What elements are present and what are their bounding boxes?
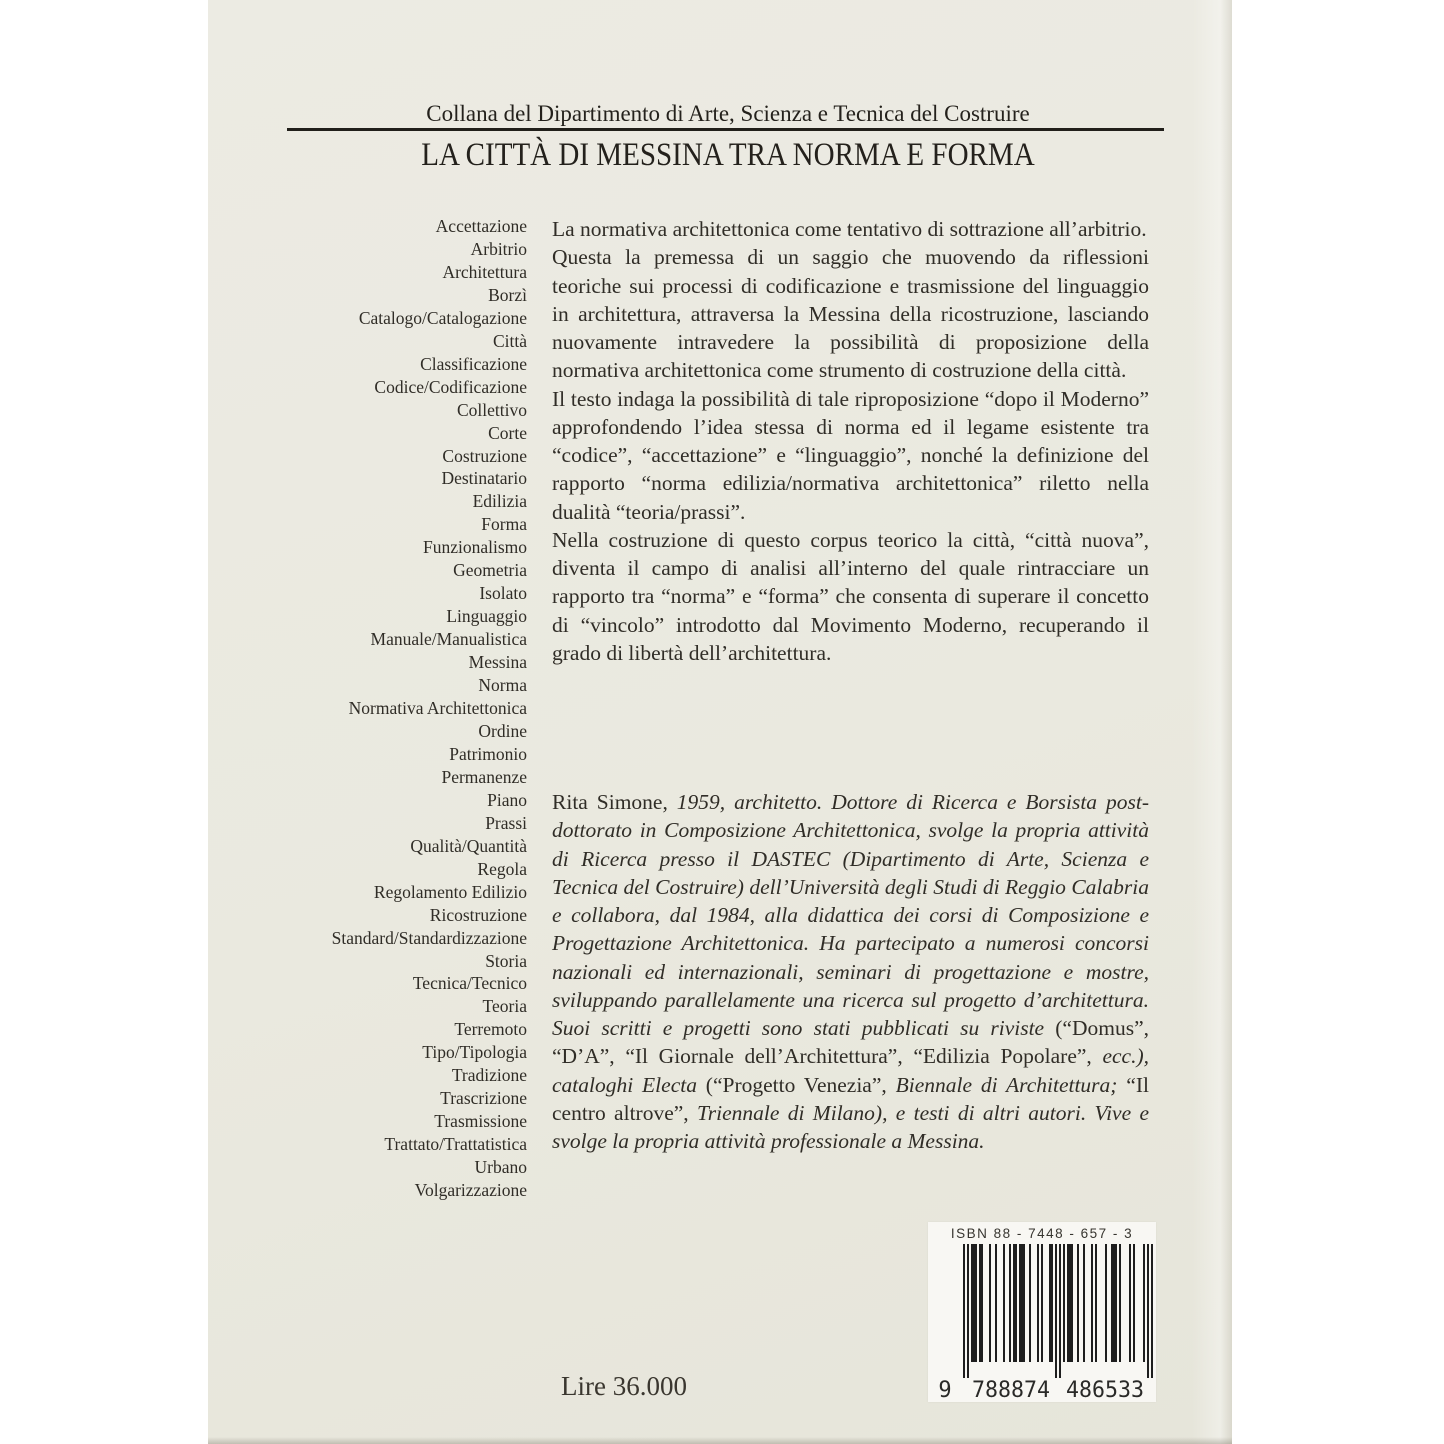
keyword-item: Manuale/Manualistica xyxy=(370,629,527,650)
keyword-item: Funzionalismo xyxy=(422,537,527,558)
keyword-item: Arbitrio xyxy=(470,238,527,259)
bio-segment: ecc.), cataloghi Electa xyxy=(552,1044,1149,1097)
keyword-item: Destinatario xyxy=(441,468,527,489)
keyword-item: Trattato/Trattatistica xyxy=(384,1134,527,1155)
keyword-item: Normativa Architettonica xyxy=(348,698,527,719)
keyword-item: Urbano xyxy=(474,1157,527,1178)
book-title: LA CITTÀ DI MESSINA TRA NORMA E FORMA xyxy=(421,137,1035,173)
keyword-item: Catalogo/Catalogazione xyxy=(358,307,527,328)
keyword-item: Terremoto xyxy=(454,1019,527,1040)
keyword-item: Tipo/Tipologia xyxy=(422,1042,527,1063)
keyword-item: Trascrizione xyxy=(440,1088,527,1109)
bio-segment: (“Domus”, “D’A”, “Il Giornale dell’Architettura”, “Edilizia Popolare”, xyxy=(552,1016,1149,1069)
keyword-item: Standard/Standardizzazione xyxy=(331,927,527,948)
keyword-item: Tecnica/Tecnico xyxy=(412,973,527,994)
keyword-item: Classificazione xyxy=(420,353,527,374)
price-label: Lire 36.000 xyxy=(561,1371,687,1401)
ean-digits: 788874 xyxy=(972,1378,1050,1402)
keyword-item: Isolato xyxy=(479,583,527,604)
keyword-item: Costruzione xyxy=(442,445,527,466)
keyword-item: Accettazione xyxy=(435,216,527,236)
bio-segment: (“Progetto Venezia”, xyxy=(705,1072,896,1097)
keyword-item: Qualità/Quantità xyxy=(410,835,527,856)
isbn-text: ISBN 88 - 7448 - 657 - 3 xyxy=(950,1226,1134,1241)
description-paragraph: Questa la premessa di un saggio che muovendo da riflessioni teoriche sui processi di codificazione e trasmissione del linguaggio in architettura, attraversa la Messina della ricostruzione, lasciando nuovamente intravedere la possibilità di proposizione della normativa architettonica come strumento di costruzione della città. xyxy=(552,245,1149,383)
keyword-item: Messina xyxy=(468,652,527,673)
description-paragraph: Nella costruzione di questo corpus teorico la città, “città nuova”, diventa il campo di analisi all’interno del quale rintracciare un rapporto tra “norma” e “forma” che consenta di superare il concetto di “vincolo” introdotto dal Movimento Moderno, recuperando il grado di libertà dell’architettura. xyxy=(552,527,1149,665)
keyword-item: Teoria xyxy=(482,996,527,1017)
keyword-item: Ordine xyxy=(478,720,527,741)
keyword-item: Architettura xyxy=(442,261,527,282)
description-paragraph: La normativa architettonica come tentativo di sottrazione all’arbitrio. xyxy=(552,217,1147,241)
keyword-item: Storia xyxy=(485,950,527,971)
keyword-item: Prassi xyxy=(485,812,527,833)
keyword-item: Trasmissione xyxy=(434,1111,527,1132)
bio-segment: “Il centro altrove”, xyxy=(552,1072,1149,1125)
keyword-item: Norma xyxy=(478,675,527,696)
bio-segment: 1959, architetto. Dottore di Ricerca e Borsista post-dottorato in Composizione Architettonica, svolge la propria attività di Ricerca presso il DASTEC (Dipartimento di Arte, Scienza e Tecnica del Costruire) dell’Università degli Studi di Reggio Calabria e collabora, dal 1984, alla didattica dei corsi di Composizione e Progettazione Architettonica. Ha partecipato a numerosi concorsi nazionali ed internazionali, seminari di progettazione e mostre, sviluppando parallelamente una ricerca sul progetto d’architettura. Suoi scritti e progetti sono stati pubblicati su riviste xyxy=(552,790,1149,1040)
series-title: Collana del Dipartimento di Arte, Scienza e Tecnica del Costruire xyxy=(426,101,1030,126)
keyword-item: Piano xyxy=(487,789,527,810)
book-cover xyxy=(208,0,1232,1444)
bio-segment: Biennale di Architettura; xyxy=(895,1072,1127,1097)
keyword-item: Ricostruzione xyxy=(429,904,527,925)
keyword-item: Edilizia xyxy=(472,491,527,512)
keyword-item: Regolamento Edilizio xyxy=(373,881,527,902)
keyword-item: Geometria xyxy=(453,560,527,581)
keyword-item: Tradizione xyxy=(451,1065,527,1086)
description-paragraph: Il testo indaga la possibilità di tale riproposizione “dopo il Moderno” approfondendo l’idea stessa di norma ed il legame esistente tra “codice”, “accettazione” e “linguaggio”, nonché la definizione del rapporto “norma edilizia/normativa architettonica” riletto nella dualità “teoria/prassi”. xyxy=(552,386,1149,524)
author-bio xyxy=(552,788,1149,1155)
barcode-label xyxy=(928,1222,1156,1402)
description xyxy=(552,215,1149,667)
keyword-item: Patrimonio xyxy=(449,743,527,764)
keyword-item: Collettivo xyxy=(457,399,527,420)
bio-segment: Rita Simone, xyxy=(552,790,677,814)
ean-digits: 486533 xyxy=(1066,1378,1144,1402)
keyword-item: Codice/Codificazione xyxy=(374,376,527,397)
keyword-item: Città xyxy=(492,330,527,351)
keyword-item: Linguaggio xyxy=(446,606,527,627)
keyword-item: Corte xyxy=(488,422,527,443)
keyword-index xyxy=(208,215,527,1202)
keyword-item: Forma xyxy=(481,514,527,535)
header-rule xyxy=(287,128,1164,131)
keyword-item: Volgarizzazione xyxy=(414,1180,527,1201)
keyword-item: Regola xyxy=(477,858,527,879)
ean-digits: 9 xyxy=(938,1378,952,1402)
ean13-barcode xyxy=(928,1244,1156,1402)
keyword-item: Borzì xyxy=(488,284,527,305)
keyword-item: Permanenze xyxy=(441,766,527,787)
bio-segment: Triennale di Milano), e testi di altri autori. Vive e svolge la propria attività professionale a Messina. xyxy=(552,1100,1149,1153)
